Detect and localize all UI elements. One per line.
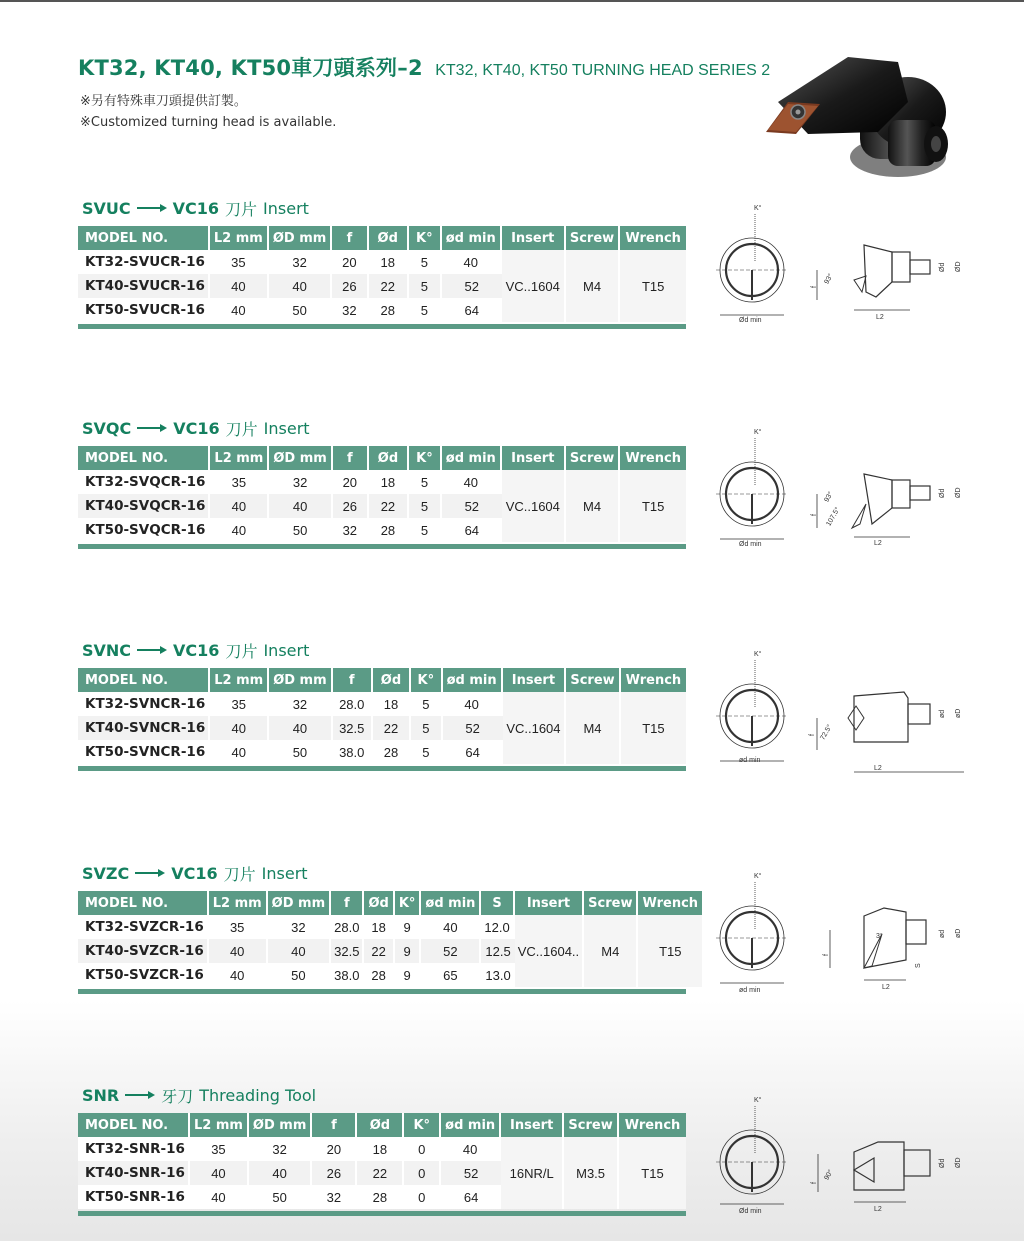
section-insert-desc: Insert <box>261 863 308 883</box>
table-header-row <box>78 226 686 250</box>
column-header: ØD mm <box>269 668 332 692</box>
column-header: Screw <box>566 446 621 470</box>
model-number: KT50-SVZCR-16 <box>78 963 209 987</box>
column-header: K° <box>409 226 442 250</box>
cell-k: 0 <box>404 1137 441 1161</box>
column-header: Ød <box>369 226 409 250</box>
model-number: KT32-SNR-16 <box>78 1137 190 1161</box>
model-number: KT40-SVUCR-16 <box>78 274 210 298</box>
column-header: ød min <box>442 226 502 250</box>
cell-f: 32 <box>312 1185 357 1209</box>
cell-f: 20 <box>333 470 369 494</box>
diagram-label-d: Ød <box>939 1158 946 1168</box>
table-header-row <box>78 446 686 470</box>
cell-k: 5 <box>411 716 443 740</box>
cell-f: 32.5 <box>331 939 364 963</box>
section-insert-code: VC16 <box>171 863 218 883</box>
column-header: Insert <box>515 891 584 915</box>
column-header: Insert <box>501 1113 564 1137</box>
diagram-label-f: f <box>823 954 830 956</box>
cell-wrench: T15 <box>620 250 686 322</box>
column-header: Ød <box>369 446 409 470</box>
cell-l2: 40 <box>210 298 269 322</box>
section-insert-desc: Insert <box>263 418 310 438</box>
cell-dmin: 40 <box>442 470 502 494</box>
column-header: f <box>333 668 373 692</box>
cell-dmin: 40 <box>442 250 502 274</box>
arrow-right-icon <box>125 1090 155 1100</box>
table-row <box>78 692 686 716</box>
cell-l2: 40 <box>210 518 269 542</box>
diagram-label-D: øD <box>955 928 962 938</box>
cell-f: 26 <box>312 1161 357 1185</box>
section-insert-desc: Insert <box>263 198 309 218</box>
column-header: K° <box>404 1113 441 1137</box>
diagram-label-d: Ød <box>939 488 946 498</box>
column-header: Screw <box>566 226 621 250</box>
cell-k: 5 <box>411 740 443 764</box>
cell-d: 18 <box>369 470 409 494</box>
cell-f: 28.0 <box>333 692 373 716</box>
cell-f: 26 <box>333 494 369 518</box>
diagram-label-dmin: ød min <box>739 987 761 994</box>
cell-l2: 40 <box>210 494 269 518</box>
diagram-label-D: ØD <box>955 487 962 498</box>
model-number: KT32-SVZCR-16 <box>78 915 209 939</box>
spec-table <box>78 668 686 764</box>
section-insert-word: 刀片 <box>225 199 258 219</box>
column-header: K° <box>411 668 443 692</box>
section-svzc <box>78 861 699 994</box>
diagram-label-angle: 90° <box>823 1168 835 1182</box>
cell-k: 5 <box>409 494 442 518</box>
cell-insert: VC..1604 <box>502 470 566 542</box>
cell-dmin: 52 <box>442 274 502 298</box>
section-svnc <box>78 638 688 771</box>
cell-l2: 35 <box>190 1137 249 1161</box>
diagram-label-k: K° <box>754 1097 762 1104</box>
column-header: S <box>481 891 514 915</box>
cell-dmin: 52 <box>443 716 503 740</box>
model-number: KT50-SVNCR-16 <box>78 740 210 764</box>
model-number: KT50-SVQCR-16 <box>78 518 210 542</box>
diagram-label-f: f <box>811 286 818 288</box>
model-number: KT32-SVUCR-16 <box>78 250 210 274</box>
column-header: Screw <box>564 1113 619 1137</box>
arrow-right-icon <box>137 203 167 213</box>
cell-f: 20 <box>312 1137 357 1161</box>
table-row <box>78 470 686 494</box>
section-code: SNR <box>82 1085 120 1105</box>
column-header: f <box>332 226 368 250</box>
cell-insert: 16NR/L <box>501 1137 564 1209</box>
column-header: ød min <box>442 446 502 470</box>
notes <box>80 91 336 133</box>
cell-dmin: 40 <box>441 1137 501 1161</box>
diagram-label-l2: L2 <box>874 540 882 547</box>
model-number: KT50-SVUCR-16 <box>78 298 210 322</box>
cell-k: 0 <box>404 1161 441 1185</box>
diagram-label-D: øD <box>955 708 962 718</box>
model-number: KT40-SVZCR-16 <box>78 939 209 963</box>
model-number: KT32-SVNCR-16 <box>78 692 210 716</box>
column-header: Insert <box>503 668 567 692</box>
diagram-label-l2: L2 <box>874 1206 882 1213</box>
page-title <box>78 52 770 82</box>
section-insert-code: VC16 <box>173 418 220 438</box>
diagram-svqc <box>714 424 974 554</box>
column-header: Ød <box>373 668 411 692</box>
cell-f: 38.0 <box>331 963 364 987</box>
section-bottom-bar <box>78 544 686 549</box>
diagram-label-angle: 72.5° <box>819 723 834 742</box>
cell-f: 32 <box>332 298 368 322</box>
cell-l2: 40 <box>210 740 269 764</box>
column-header: L2 mm <box>190 1113 249 1137</box>
table-header-row <box>78 891 702 915</box>
cell-k: 5 <box>409 298 442 322</box>
cell-screw: M4 <box>566 250 621 322</box>
model-number: KT40-SVNCR-16 <box>78 716 210 740</box>
table-row <box>78 915 702 939</box>
column-header: Wrench <box>619 1113 686 1137</box>
diagram-label-f: f <box>811 514 818 516</box>
cell-od: 50 <box>269 740 332 764</box>
cell-screw: M4 <box>566 470 621 542</box>
diagram-label-f: f <box>811 1182 818 1184</box>
section-bottom-bar <box>78 324 686 329</box>
cell-l2: 40 <box>209 963 268 987</box>
cell-l2: 35 <box>209 915 268 939</box>
cell-f: 38.0 <box>333 740 373 764</box>
diagram-snr <box>714 1092 974 1222</box>
cell-dmin: 64 <box>442 298 502 322</box>
diagram-label-d: ød <box>939 709 946 718</box>
diagram-svuc <box>714 200 974 330</box>
cell-s: 12.5 <box>481 939 514 963</box>
cell-d: 22 <box>357 1161 404 1185</box>
spec-table <box>78 891 702 987</box>
spec-table <box>78 1113 686 1209</box>
cell-d: 18 <box>369 250 409 274</box>
cell-k: 9 <box>395 915 422 939</box>
cell-od: 32 <box>269 250 332 274</box>
section-insert-word: 刀片 <box>225 641 258 661</box>
cell-wrench: T15 <box>620 470 686 542</box>
table-header-row <box>78 1113 686 1137</box>
cell-od: 40 <box>269 274 332 298</box>
section-heading <box>82 416 688 440</box>
cell-k: 5 <box>409 274 442 298</box>
column-header: ød min <box>443 668 503 692</box>
cell-d: 22 <box>364 939 394 963</box>
section-heading <box>82 861 688 885</box>
cell-screw: M3.5 <box>564 1137 619 1209</box>
model-number: KT32-SVQCR-16 <box>78 470 210 494</box>
arrow-right-icon <box>137 423 167 433</box>
column-header: Insert <box>502 446 566 470</box>
page-title-sub: KT32, KT40, KT50 TURNING HEAD SERIES 2 <box>435 62 771 79</box>
turning-head-product-image <box>748 42 953 182</box>
column-header: MODEL NO. <box>78 1113 190 1137</box>
section-code: SVZC <box>82 863 130 883</box>
cell-f: 32 <box>333 518 369 542</box>
cell-od: 50 <box>249 1185 312 1209</box>
diagram-label-k: K° <box>754 429 762 436</box>
cell-k: 5 <box>411 692 443 716</box>
cell-s: 13.0 <box>481 963 514 987</box>
diagram-label-angle: 93° <box>823 272 835 286</box>
arrow-right-icon <box>135 868 165 878</box>
cell-dmin: 52 <box>442 494 502 518</box>
section-heading <box>82 638 688 662</box>
cell-od: 32 <box>249 1137 312 1161</box>
cell-od: 50 <box>269 298 332 322</box>
cell-od: 40 <box>269 716 332 740</box>
cell-k: 5 <box>409 518 442 542</box>
column-header: L2 mm <box>209 891 268 915</box>
cell-k: 9 <box>395 939 422 963</box>
cell-d: 28 <box>373 740 411 764</box>
cell-dmin: 64 <box>442 518 502 542</box>
model-number: KT50-SNR-16 <box>78 1185 190 1209</box>
column-header: f <box>333 446 369 470</box>
column-header: L2 mm <box>210 226 269 250</box>
diagram-svzc <box>714 868 974 998</box>
column-header: ØD mm <box>268 891 331 915</box>
model-number: KT40-SVQCR-16 <box>78 494 210 518</box>
cell-dmin: 40 <box>443 692 503 716</box>
column-header: MODEL NO. <box>78 891 209 915</box>
cell-od: 50 <box>268 963 331 987</box>
cell-od: 50 <box>269 518 332 542</box>
cell-f: 20 <box>332 250 368 274</box>
cell-k: 0 <box>404 1185 441 1209</box>
section-bottom-bar <box>78 766 686 771</box>
diagram-label-d: Ød <box>939 262 946 272</box>
cell-k: 9 <box>395 963 422 987</box>
cell-od: 40 <box>268 939 331 963</box>
column-header: Screw <box>584 891 638 915</box>
cell-wrench: T15 <box>619 1137 686 1209</box>
column-header: K° <box>395 891 422 915</box>
diagram-label-dmin: Ød min <box>739 1208 762 1215</box>
cell-dmin: 64 <box>443 740 503 764</box>
column-header: Wrench <box>620 446 686 470</box>
diagram-label-dmin: ød min <box>739 757 761 764</box>
diagram-label-angle: 3° <box>876 933 883 940</box>
column-header: MODEL NO. <box>78 668 210 692</box>
section-heading <box>82 196 688 220</box>
column-header: Wrench <box>620 226 686 250</box>
cell-screw: M4 <box>566 692 621 764</box>
cell-dmin: 40 <box>421 915 481 939</box>
cell-od: 40 <box>249 1161 312 1185</box>
cell-insert: VC..1604 <box>503 692 567 764</box>
cell-od: 40 <box>269 494 332 518</box>
section-insert-code: 牙刀 <box>161 1086 194 1106</box>
column-header: Ød <box>364 891 394 915</box>
arrow-right-icon <box>137 645 167 655</box>
diagram-label-l2: L2 <box>874 765 882 772</box>
cell-od: 32 <box>268 915 331 939</box>
diagram-label-k: K° <box>754 651 762 658</box>
cell-f: 26 <box>332 274 368 298</box>
column-header: ØD mm <box>269 446 332 470</box>
cell-dmin: 64 <box>441 1185 501 1209</box>
section-svuc <box>78 196 688 329</box>
section-insert-code: VC16 <box>172 198 220 218</box>
diagram-label-l2: L2 <box>876 314 884 321</box>
column-header: ød min <box>441 1113 501 1137</box>
section-bottom-bar <box>78 1211 686 1216</box>
column-header: Ød <box>357 1113 404 1137</box>
diagram-label-k: K° <box>754 205 762 212</box>
section-snr <box>78 1083 688 1216</box>
column-header: MODEL NO. <box>78 226 210 250</box>
diagram-label-k: K° <box>754 873 762 880</box>
cell-d: 22 <box>373 716 411 740</box>
cell-l2: 40 <box>210 716 269 740</box>
column-header: Wrench <box>621 668 686 692</box>
cell-wrench: T15 <box>638 915 702 987</box>
cell-d: 28 <box>369 518 409 542</box>
diagram-label-d: ød <box>939 929 946 938</box>
note-line: ※另有特殊車刀頭提供訂製。 <box>80 94 247 109</box>
column-header: f <box>331 891 364 915</box>
note-line: ※Customized turning head is available. <box>80 115 337 130</box>
top-rule <box>0 0 1024 2</box>
cell-l2: 35 <box>210 250 269 274</box>
page-title-main: KT32, KT40, KT50車刀頭系列–2 <box>78 56 423 80</box>
section-insert-desc: Insert <box>263 640 310 660</box>
table-row <box>78 250 686 274</box>
cell-d: 18 <box>373 692 411 716</box>
column-header: K° <box>409 446 442 470</box>
diagram-label-f: f <box>809 734 816 736</box>
column-header: L2 mm <box>210 668 269 692</box>
cell-k: 5 <box>409 250 442 274</box>
cell-insert: VC..1604 <box>502 250 566 322</box>
cell-d: 28 <box>364 963 394 987</box>
table-header-row <box>78 668 686 692</box>
section-code: SVQC <box>82 418 132 438</box>
section-heading <box>82 1083 688 1107</box>
cell-d: 28 <box>357 1185 404 1209</box>
cell-d: 28 <box>369 298 409 322</box>
model-number: KT40-SNR-16 <box>78 1161 190 1185</box>
cell-dmin: 52 <box>421 939 481 963</box>
column-header: f <box>312 1113 357 1137</box>
diagram-label-angle2: 93° <box>823 490 835 504</box>
cell-d: 18 <box>357 1137 404 1161</box>
cell-d: 22 <box>369 494 409 518</box>
diagram-label-l2: L2 <box>882 984 890 991</box>
cell-k: 5 <box>409 470 442 494</box>
cell-od: 32 <box>269 692 332 716</box>
column-header: Screw <box>566 668 621 692</box>
cell-d: 22 <box>369 274 409 298</box>
cell-screw: M4 <box>584 915 638 987</box>
cell-od: 32 <box>269 470 332 494</box>
section-svqc <box>78 416 688 549</box>
section-insert-word: 刀片 <box>223 864 256 884</box>
section-insert-code: VC16 <box>173 640 220 660</box>
column-header: ød min <box>421 891 481 915</box>
column-header: ØD mm <box>269 226 332 250</box>
diagram-label-dmin: Ød min <box>739 317 762 324</box>
column-header: MODEL NO. <box>78 446 210 470</box>
table-row <box>78 1137 686 1161</box>
diagram-label-angle: 107.5° <box>825 506 842 528</box>
cell-l2: 35 <box>210 692 269 716</box>
section-insert-desc: Threading Tool <box>199 1085 317 1105</box>
cell-d: 18 <box>364 915 394 939</box>
section-code: SVNC <box>82 640 132 660</box>
cell-f: 28.0 <box>331 915 364 939</box>
column-header: ØD mm <box>249 1113 312 1137</box>
section-bottom-bar <box>78 989 686 994</box>
cell-dmin: 52 <box>441 1161 501 1185</box>
cell-s: 12.0 <box>481 915 514 939</box>
column-header: Wrench <box>638 891 702 915</box>
section-code: SVUC <box>82 198 131 218</box>
cell-insert: VC..1604.. <box>515 915 584 987</box>
diagram-label-dmin: Ød min <box>739 541 762 548</box>
diagram-label-s: S <box>915 963 922 968</box>
column-header: Insert <box>502 226 566 250</box>
cell-l2: 35 <box>210 470 269 494</box>
spec-table <box>78 226 686 322</box>
diagram-label-D: ØD <box>955 261 962 272</box>
cell-l2: 40 <box>190 1185 249 1209</box>
cell-l2: 40 <box>190 1161 249 1185</box>
section-insert-word: 刀片 <box>225 419 258 439</box>
diagram-label-D: ØD <box>955 1157 962 1168</box>
diagram-svnc <box>714 646 974 776</box>
spec-table <box>78 446 686 542</box>
cell-l2: 40 <box>210 274 269 298</box>
cell-f: 32.5 <box>333 716 373 740</box>
cell-l2: 40 <box>209 939 268 963</box>
column-header: L2 mm <box>210 446 269 470</box>
cell-dmin: 65 <box>421 963 481 987</box>
cell-wrench: T15 <box>621 692 686 764</box>
